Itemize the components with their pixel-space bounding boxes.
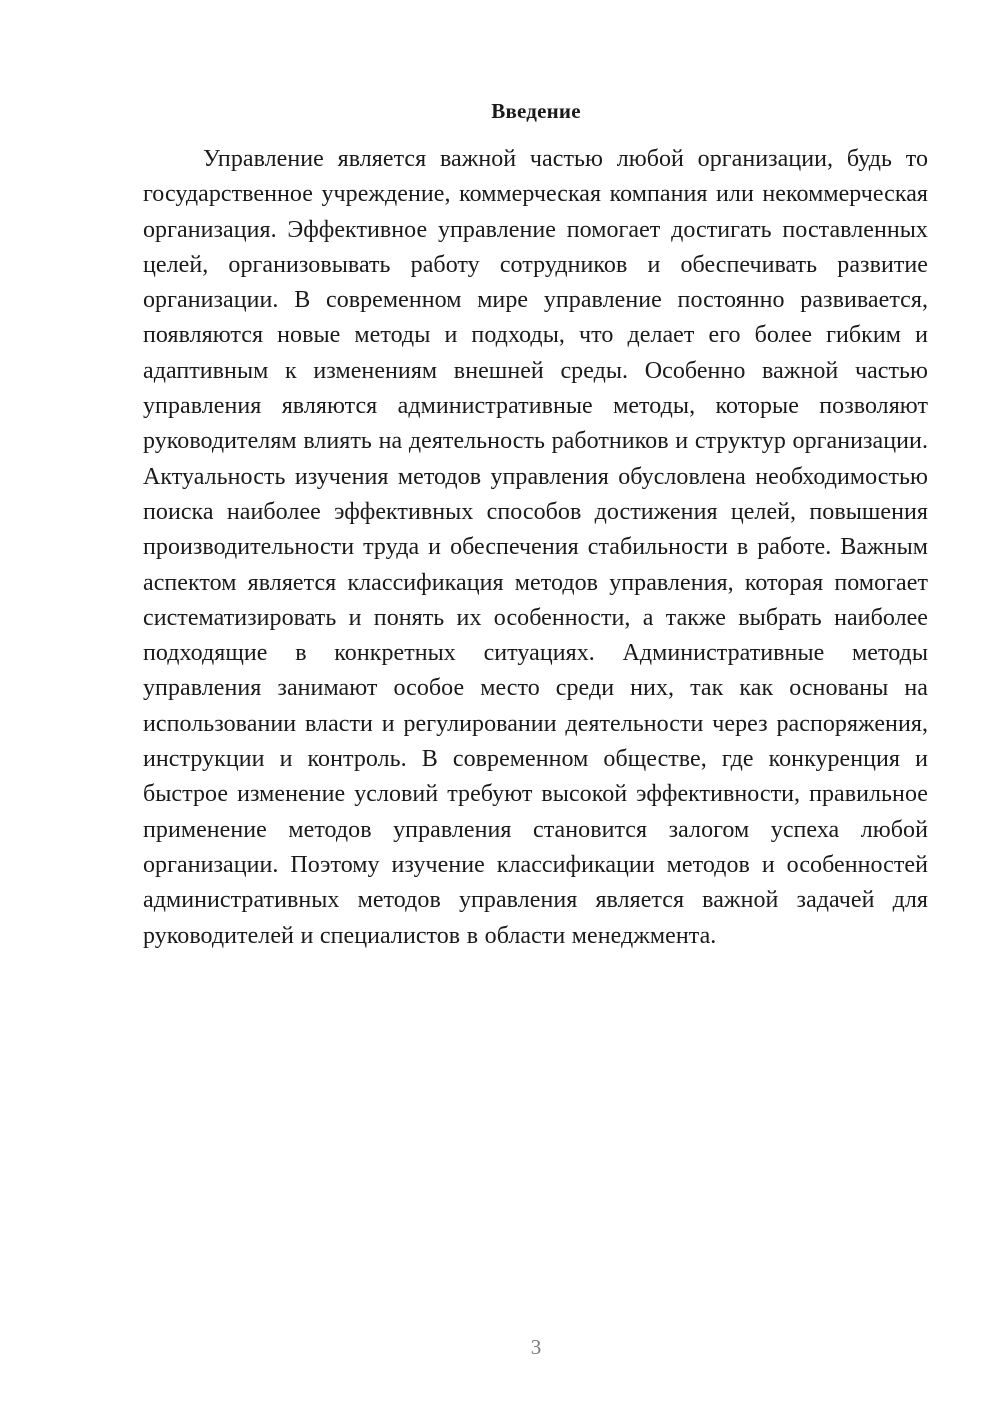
body-paragraph: Управление является важной частью любой организации, будь то государственное учреждение, коммерческая компания или некоммерческая организация. Эффективное управление помогает достигать поставленных целей, организовывать работу сотрудников и обеспечивать развитие организации. В современном мире управление постоянно развивается, появляются новые методы и подходы, что делает его более гибким и адаптивным к изменениям внешней среды. Особенно важной частью управления являются административные методы, которые позволяют руководителям влиять на деятельность работников и структур организации. Актуальность изучения методов управления обусловлена необходимостью поиска наиболее эффективных способов достижения целей, повышения производительности труда и обеспечения стабильности в работе. Важным аспектом является классификация методов управления, которая помогает систематизировать и понять их особенности, а также выбрать наиболее подходящие в конкретных ситуациях. Административные методы управления занимают особое место среди них, так как основаны на использовании власти и регулировании деятельности через распоряжения, инструкции и контроль. В современном обществе, где конкуренция и быстрое изменение условий требуют высокой эффективности, правильное применение методов управления становится залогом успеха любой организации. Поэтому изучение классификации методов и особенностей административных методов управления является важной задачей для руководителей и специалистов в области менеджмента. bbox=[143, 146, 928, 949]
page-number: 3 bbox=[530, 1335, 542, 1359]
section-heading: Введение bbox=[491, 99, 581, 123]
